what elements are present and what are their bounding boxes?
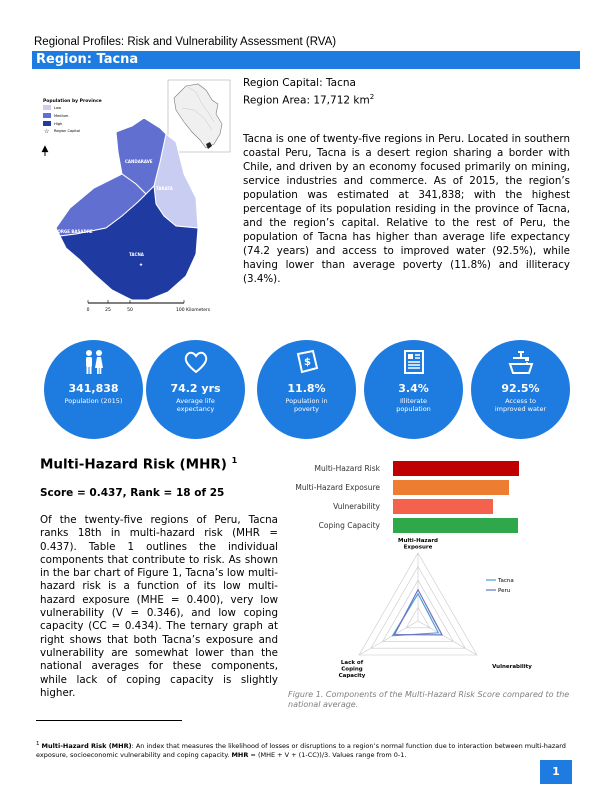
faucet-icon	[507, 348, 535, 376]
document-header: Regional Profiles: Risk and Vulnerability Assessment (RVA)	[34, 36, 337, 48]
bar-label: Multi-Hazard Risk	[314, 464, 380, 473]
page-number: 1	[540, 760, 572, 784]
bar-label: Coping Capacity	[318, 521, 380, 530]
mhr-score: Score = 0.437, Rank = 18 of 25	[40, 487, 225, 499]
mhr-bar-chart	[290, 456, 580, 536]
capital-star-icon: ☆	[44, 128, 50, 135]
map-scale-bar	[87, 300, 211, 313]
radar-axis	[418, 621, 477, 655]
legend-swatch-high	[43, 121, 51, 126]
bar-row	[290, 461, 580, 476]
stat-label: Population in poverty	[285, 397, 328, 413]
region-capital: Region Capital: Tacna	[243, 77, 356, 89]
footnote-ref: 1	[231, 456, 238, 465]
figure-caption: Figure 1. Components of the Multi-Hazard Risk Score compared to the national average.	[288, 690, 570, 709]
province-label: TARATA	[156, 186, 173, 191]
peru-inset-map	[168, 80, 230, 152]
document-icon	[400, 348, 428, 376]
bar-row	[290, 518, 580, 533]
stat-circle-population	[44, 340, 143, 439]
region-area: Region Area: 17,712 $km^2$	[243, 93, 375, 107]
mhr-section-title: Multi-Hazard Risk (MHR) $^1$	[40, 456, 238, 473]
region-capital-star-icon: ★	[139, 263, 144, 268]
radar-axis-label: Multi-Hazard Exposure	[398, 538, 438, 551]
stat-value: 74.2 yrs	[170, 382, 221, 395]
province-label: JORGE BASADRE	[56, 229, 93, 234]
bar	[393, 518, 518, 533]
people-icon	[80, 348, 108, 376]
stat-value: 341,838	[68, 382, 119, 395]
bar-label: Multi-Hazard Exposure	[295, 483, 380, 492]
stat-label: Access to improved water	[494, 397, 547, 413]
footnote: $^1$ Multi-Hazard Risk (MHR): An index that measures the likelihood of losses or disruptions to a region’s normal function due to interaction between multi-hazard exposure, socioeconomic vulnerability and coping capacity. MHR = (MHE + V + (1-CC))/3. Values range from 0-1.	[36, 741, 566, 760]
stat-value: 11.8%	[287, 382, 326, 395]
legend-swatch-medium	[43, 113, 51, 118]
stat-circle-poverty	[257, 340, 356, 439]
svg-text:25: 25	[105, 308, 111, 313]
region-intro-paragraph: Tacna is one of twenty-five regions in Peru. Located in southern coastal Peru, Tacna is a desert region sharing a border with Chile, and driven by an economy focused primarily on mining, service industries and commerce. As of 2015, the region’s population was estimated at 341,838; with the highest percentage of its population residing in the province of Tacna, and the region’s capital. Relative to the rest of Peru, the population of Tacna has higher than average life expectancy (74.2 years) and access to improved water (92.5%), while having lower than average poverty (11.8%) and illiteracy (3.4%).	[243, 133, 570, 285]
stat-circle-life-expectancy	[146, 340, 245, 439]
legend-label: High	[54, 122, 63, 126]
bar-label: Vulnerability	[333, 502, 380, 511]
svg-text:$: $	[304, 357, 311, 368]
map-legend-title: Population by Province	[43, 99, 102, 104]
svg-text:100 Kilometers: 100 Kilometers	[176, 308, 211, 313]
region-info	[243, 76, 374, 108]
radar-legend-label: Tacna	[498, 578, 514, 584]
province-label: CANDARAVE	[125, 159, 153, 164]
stat-label: Population (2015)	[64, 397, 123, 405]
province-label: TACNA	[129, 252, 144, 257]
mhr-radar-chart	[290, 536, 580, 686]
footnote-divider	[36, 720, 182, 721]
stat-label: Average life expectancy	[176, 397, 215, 413]
legend-label: Region Capital	[54, 129, 81, 133]
stat-value: 3.4%	[398, 382, 429, 395]
stat-label: Illiterate population	[396, 397, 431, 413]
bar-row	[290, 499, 580, 514]
radar-legend-label: Peru	[498, 588, 511, 594]
province-map	[36, 78, 236, 318]
stat-circle-water	[471, 340, 570, 439]
radar-axis-label: Lack of Coping Capacity	[338, 660, 366, 679]
legend-label: Low	[54, 106, 62, 110]
money-icon	[293, 348, 321, 376]
bar	[393, 499, 493, 514]
mhr-body-paragraph: Of the twenty-five regions of Peru, Tacna ranks 18th in multi-hazard risk (MHR = 0.437). Table 1 outlines the individual components that contribute to risk. As shown in the bar chart of Figure 1, Tacna’s low multi-hazard risk is a function of its low multi-hazard exposure (MHE = 0.400), very low vulnerability (V = 0.346), and low coping capacity (CC = 0.434). The ternary graph at right shows that both Tacna’s exposure and vulnerability are somewhat lower than the national averages for these components, while lack of coping capacity is slightly higher.	[40, 514, 278, 699]
stat-circle-illiteracy	[364, 340, 463, 439]
radar-axis-label: Vulnerability	[492, 664, 532, 670]
legend-label: Medium	[54, 114, 69, 118]
legend-swatch-low	[43, 105, 51, 110]
region-title-bar: Region: Tacna	[32, 51, 580, 69]
heart-icon	[182, 348, 210, 376]
bar	[393, 480, 509, 495]
north-arrow-icon: ▲	[41, 144, 49, 154]
radar-axis	[359, 621, 418, 655]
bar	[393, 461, 519, 476]
bar-row	[290, 480, 580, 495]
svg-text:50: 50	[127, 308, 133, 313]
stat-value: 92.5%	[501, 382, 540, 395]
svg-text:0: 0	[86, 308, 90, 313]
